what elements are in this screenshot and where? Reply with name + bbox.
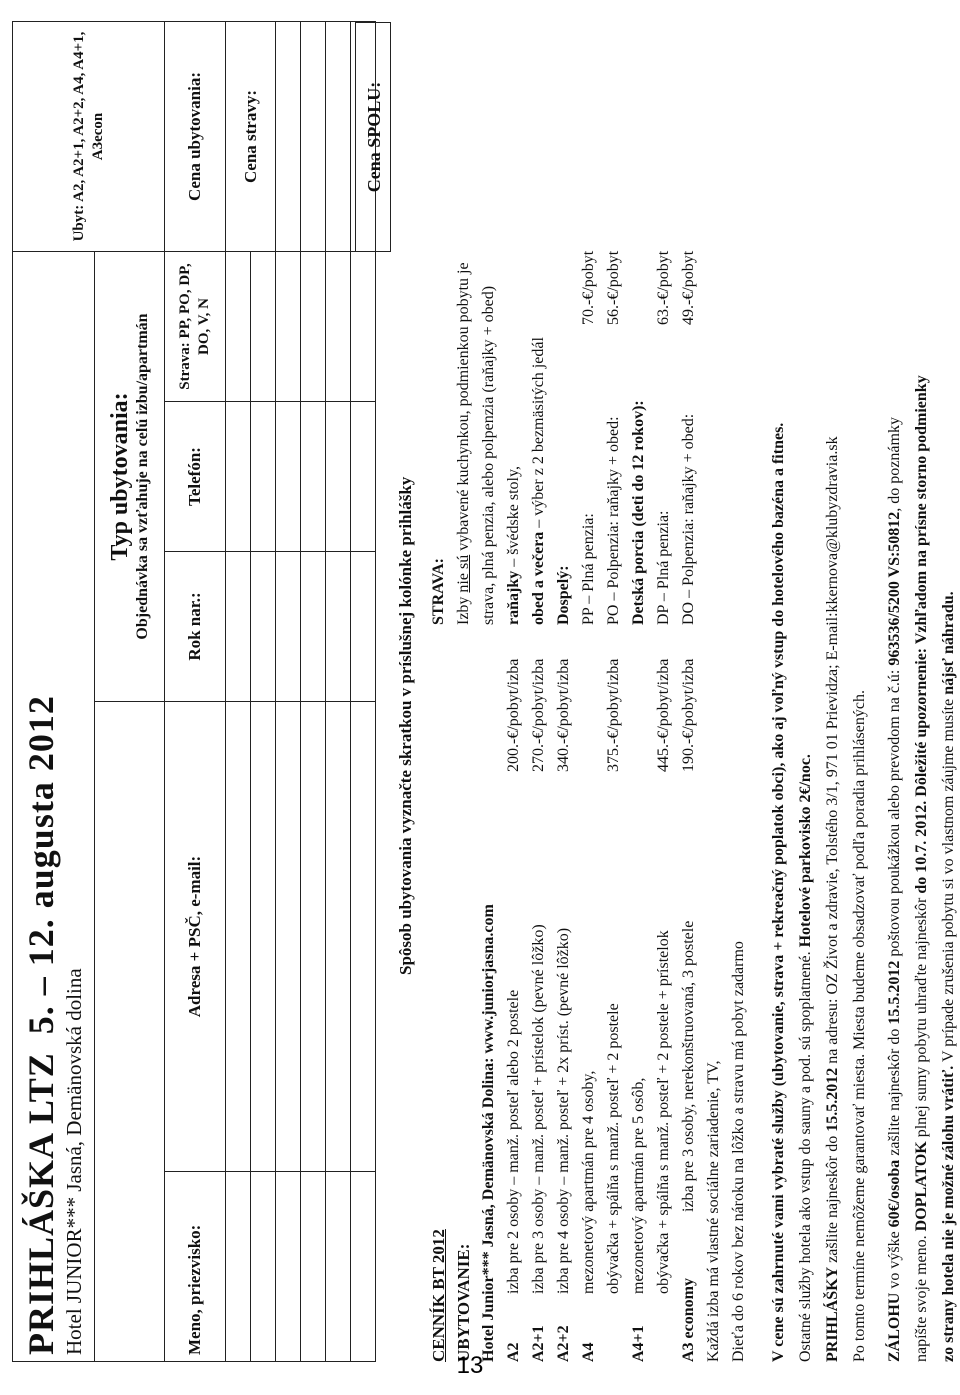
page-number: 13 [456, 1352, 484, 1379]
price-row-code: A4 [580, 1342, 597, 1362]
strava-dospely: Dospelý: [555, 565, 572, 625]
col-cena-ubyt: Cena ubytovania: [165, 21, 226, 251]
col-adresa: Adresa + PSČ, e-mail: [165, 702, 226, 1172]
price-row [576, 642, 601, 1362]
strava-do-row: DO – Polpenzia: raňajky + obed: 49.-€/pobyt [680, 250, 697, 625]
price-row [626, 642, 651, 1362]
col-rok: Rok nar.: [165, 552, 226, 702]
pricelist [426, 642, 751, 1362]
pricelist-extra-2: Dieťa do 6 rokov bez nároku na lôžko a stravu má pobyt zadarmo [730, 941, 747, 1362]
conditions-line-1: V cene sú zahrnuté vami vybraté služby (ubytovanie, strava + rekreačný poplatok obci), ako aj voľný vstup do hotelového bazéna a fitnes. [770, 422, 787, 1362]
price-row-desc: mezonetový apartmán pre 4 osoby, [580, 1070, 597, 1294]
pricelist-extra-1: Každá izba má vlastné sociálne zariadenie, TV, [705, 1060, 722, 1362]
strava-po-row: PO – Polpenzia: raňajky + obed: 56.-€/pobyt [605, 250, 622, 625]
form-row[interactable] [226, 21, 251, 1361]
conditions-line-4: Po tomto termíne nemôžeme garantovať miesta. Miesta budeme obsadzovať podľa poradia prihlásených. [851, 690, 868, 1362]
form-row[interactable] [326, 21, 351, 1361]
strava-dp-row: DP – Plná penzia: 63.-€/pobyt [655, 250, 672, 625]
price-row-price: 190.-€/pobyt/izba [680, 658, 697, 772]
ubyt-options: Ubyt: A2, A2+1, A2+2, A4, A4+1, A3econ [70, 31, 106, 242]
ubyt-options-cell [13, 21, 165, 251]
form-row[interactable] [276, 21, 301, 1361]
typ-title: Typ ubytovania: [107, 392, 133, 561]
form-row[interactable] [301, 21, 326, 1361]
price-row-desc: mezonetový apartmán pre 5 osôb, [630, 1077, 647, 1294]
price-row-code: A2+1 [530, 1325, 547, 1362]
price-row-code: A2 [505, 1342, 522, 1362]
price-row-desc: izba pre 4 osoby – manž. posteľ + 2x príst. (pevné lôžko) [555, 927, 572, 1294]
title-dates: 5. – 12. augusta 2012 [21, 695, 61, 1035]
col-meno: Meno, priezvisko: [165, 1172, 226, 1362]
col-telefon: Telefón: [165, 402, 226, 552]
price-row-price: 340.-€/pobyt/izba [555, 658, 572, 772]
price-row-code: A2+2 [555, 1325, 572, 1362]
price-row-price [626, 642, 651, 772]
price-row-desc: izba pre 3 osoby, nerekonštruovaná, 3 postele [680, 920, 697, 1212]
cena-spolu-box: Cena SPOLU: [355, 22, 391, 252]
pricelist-title: CENNÍK BT 2012 [429, 1229, 448, 1362]
price-row-price: 270.-€/pobyt/izba [530, 658, 547, 772]
price-row-desc: obývačka + spálňa s manž. posteľ + 2 postele [605, 1003, 622, 1294]
price-row-price [576, 642, 601, 772]
price-row-code: A3 economy [680, 1278, 697, 1362]
price-row [651, 642, 676, 1362]
strava-line-2: strava, plná penzia, alebo polpenzia (raňajky + obed) [480, 285, 497, 625]
conditions-line-3: PRIHLÁŠKY zašlite najneskôr do 15.5.2012 na adresu: OZ Život a zdravie, Tolstého 3/1, 971 01 Prievidza; E-mail:kkernova@klubyzdravia.sk [824, 436, 841, 1362]
strava-title: STRAVA: [430, 558, 447, 625]
price-row [551, 642, 576, 1362]
price-row [501, 642, 526, 1362]
conditions-line-6: napíšte svoje meno. DOPLATOK plnej sumy pobytu uhraďte najneskôr do 10.7. 2012. Dôležité upozornenie: Vzhľadom na prísne storno podmienky [913, 375, 930, 1362]
typ-subtitle: Objednávka sa vzťahuje na celú izbu/apartmán [134, 313, 151, 640]
price-row-desc: obývačka + spálňa s manž. posteľ + 2 postele + prístelok [655, 930, 672, 1294]
price-row-price: 445.-€/pobyt/izba [655, 658, 672, 772]
price-row-code: A4+1 [630, 1325, 647, 1362]
strava-ranajky: raňajky – švédske stoly, [505, 466, 522, 625]
strava-detska: Detská porcia (deti do 12 rokov): [630, 400, 647, 625]
form-title [20, 258, 62, 1355]
col-strava: Strava: PP, PO, DP, DO, V, N [165, 251, 226, 401]
conditions-line-5: ZÁLOHU vo výške 60€/osoba zašlite najneskôr do 15.5.2012 poštovou poukážkou alebo prevodom na č.ú: 963536/5200 VS:50812, do poznámky [886, 417, 903, 1362]
price-row-desc: izba pre 3 osoby – manž. posteľ + prístelok (pevné lôžko) [530, 924, 547, 1294]
instruction-note: Spôsob ubytovania vyznačte skratkou v príslušnej kolónke prihlášky [396, 476, 415, 975]
strava-obed: obed a večera – výber z 2 bezmäsitých jedál [530, 337, 547, 625]
strava-line-1: Izby nie sú vybavené kuchynkou, podmienkou pobytu je [455, 262, 472, 625]
conditions-line-7: zo strany hotela nie je možné zálohu vrátiť. V prípade zrušenia pobytu si vo vlastnom záujme musíte nájsť náhradu. [940, 591, 957, 1362]
header-cell [13, 251, 95, 1361]
price-row [526, 642, 551, 1362]
conditions-text [765, 22, 960, 1362]
col-cena-stravy: Cena stravy: [226, 21, 276, 251]
ubytovanie-title: UBYTOVANIE: [454, 1243, 473, 1362]
price-rows [501, 642, 701, 1362]
title-text: PRIHLÁŠKA LTZ [21, 1052, 61, 1355]
price-row-price: 375.-€/pobyt/izba [605, 658, 622, 772]
form-table [12, 21, 376, 1362]
conditions-line-2: Ostatné služby hotela ako vstup do sauny a pod. sú spoplatnené. Hotelové parkovisko 2€/noc. [797, 754, 814, 1362]
price-row-desc: izba pre 2 osoby – manž. posteľ alebo 2 postele [505, 989, 522, 1294]
price-row [601, 642, 626, 1362]
form-subtitle: Hotel JUNIOR*** Jasná, Demänovská dolina [62, 968, 86, 1355]
price-row [676, 642, 701, 1362]
strava-section [426, 25, 701, 625]
price-row-price: 200.-€/pobyt/izba [505, 658, 522, 772]
hotel-line: Hotel Junior*** Jasná, Demänovská Dolina: www.juniorjasna.com [480, 904, 497, 1362]
typ-cell [95, 251, 165, 701]
registration-form [12, 22, 384, 1362]
header-gap [95, 702, 165, 1362]
strava-pp-row: PP – Plná penzia: 70.-€/pobyt [580, 250, 597, 625]
